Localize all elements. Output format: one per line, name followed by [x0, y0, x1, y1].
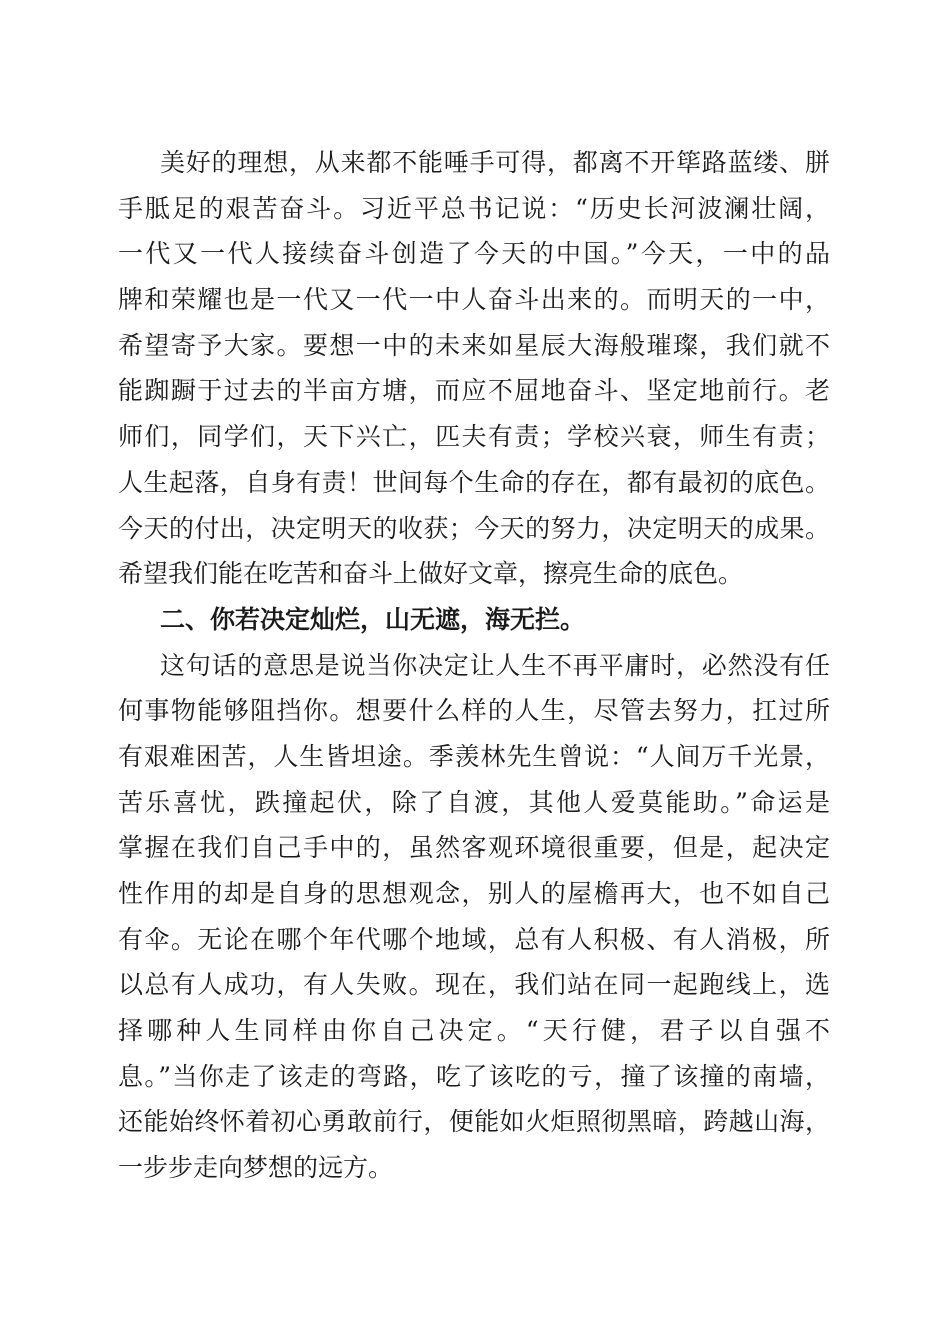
paragraph-line: 还能始终怀着初心勇敢前行，便能如火炬照彻黑暗，跨越山海， [118, 1107, 830, 1137]
paragraph-line: 有伞。无论在哪个年代哪个地域，总有人积极、有人消极，所 [118, 924, 830, 954]
document-body [118, 140, 830, 1191]
paragraph-line: 能踟蹰于过去的半亩方塘，而应不屈地奋斗、坚定地前行。老 [118, 376, 830, 406]
paragraph-line: 何事物能够阻挡你。想要什么样的人生，尽管去努力，扛过所 [118, 696, 830, 726]
paragraph-line: 一代又一代人接续奋斗创造了今天的中国。”今天，一中的品 [118, 239, 830, 269]
paragraph-line: 人生起落，自身有责！世间每个生命的存在，都有最初的底色。 [118, 467, 830, 497]
paragraph-line: 掌握在我们自己手中的，虽然客观环境很重要，但是，起决定 [118, 833, 830, 863]
paragraph-line: 息。”当你走了该走的弯路，吃了该吃的亏，撞了该撞的南墙， [118, 1061, 830, 1091]
paragraph-line: 手胝足的艰苦奋斗。习近平总书记说：“历史长河波澜壮阔， [118, 193, 830, 223]
paragraph-line: 希望我们能在吃苦和奋斗上做好文章，擦亮生命的底色。 [118, 559, 744, 589]
paragraph-line: 择哪种人生同样由你自己决定。“天行健，君子以自强不 [118, 1016, 830, 1046]
paragraph-line: 希望寄予大家。要想一中的未来如星辰大海般璀璨，我们就不 [118, 330, 830, 360]
paragraph-line: 苦乐喜忧，跌撞起伏，除了自渡，其他人爱莫能助。”命运是 [118, 787, 830, 817]
paragraph-line: 今天的付出，决定明天的收获；今天的努力，决定明天的成果。 [118, 513, 830, 543]
paragraph-line: 性作用的却是自身的思想观念，别人的屋檐再大，也不如自己 [118, 879, 830, 908]
paragraph-line: 师们，同学们，天下兴亡，匹夫有责；学校兴衰，师生有责； [118, 422, 830, 452]
paragraph-line: 有艰难困苦，人生皆坦途。季羡林先生曾说：“人间万千光景， [118, 741, 830, 771]
paragraph-line: 美好的理想，从来都不能唾手可得，都离不开筚路蓝缕、胼 [160, 148, 830, 177]
paragraph-line: 一步步走向梦想的远方。 [118, 1153, 394, 1183]
paragraph-line: 以总有人成功，有人失败。现在，我们站在同一起跑线上，选 [118, 970, 830, 1000]
paragraph-line: 这句话的意思是说当你决定让人生不再平庸时，必然没有任 [160, 650, 830, 680]
paragraph-line: 牌和荣耀也是一代又一代一中人奋斗出来的。而明天的一中， [118, 285, 830, 315]
section-heading: 二、你若决定灿烂，山无遮，海无拦。 [160, 604, 586, 634]
